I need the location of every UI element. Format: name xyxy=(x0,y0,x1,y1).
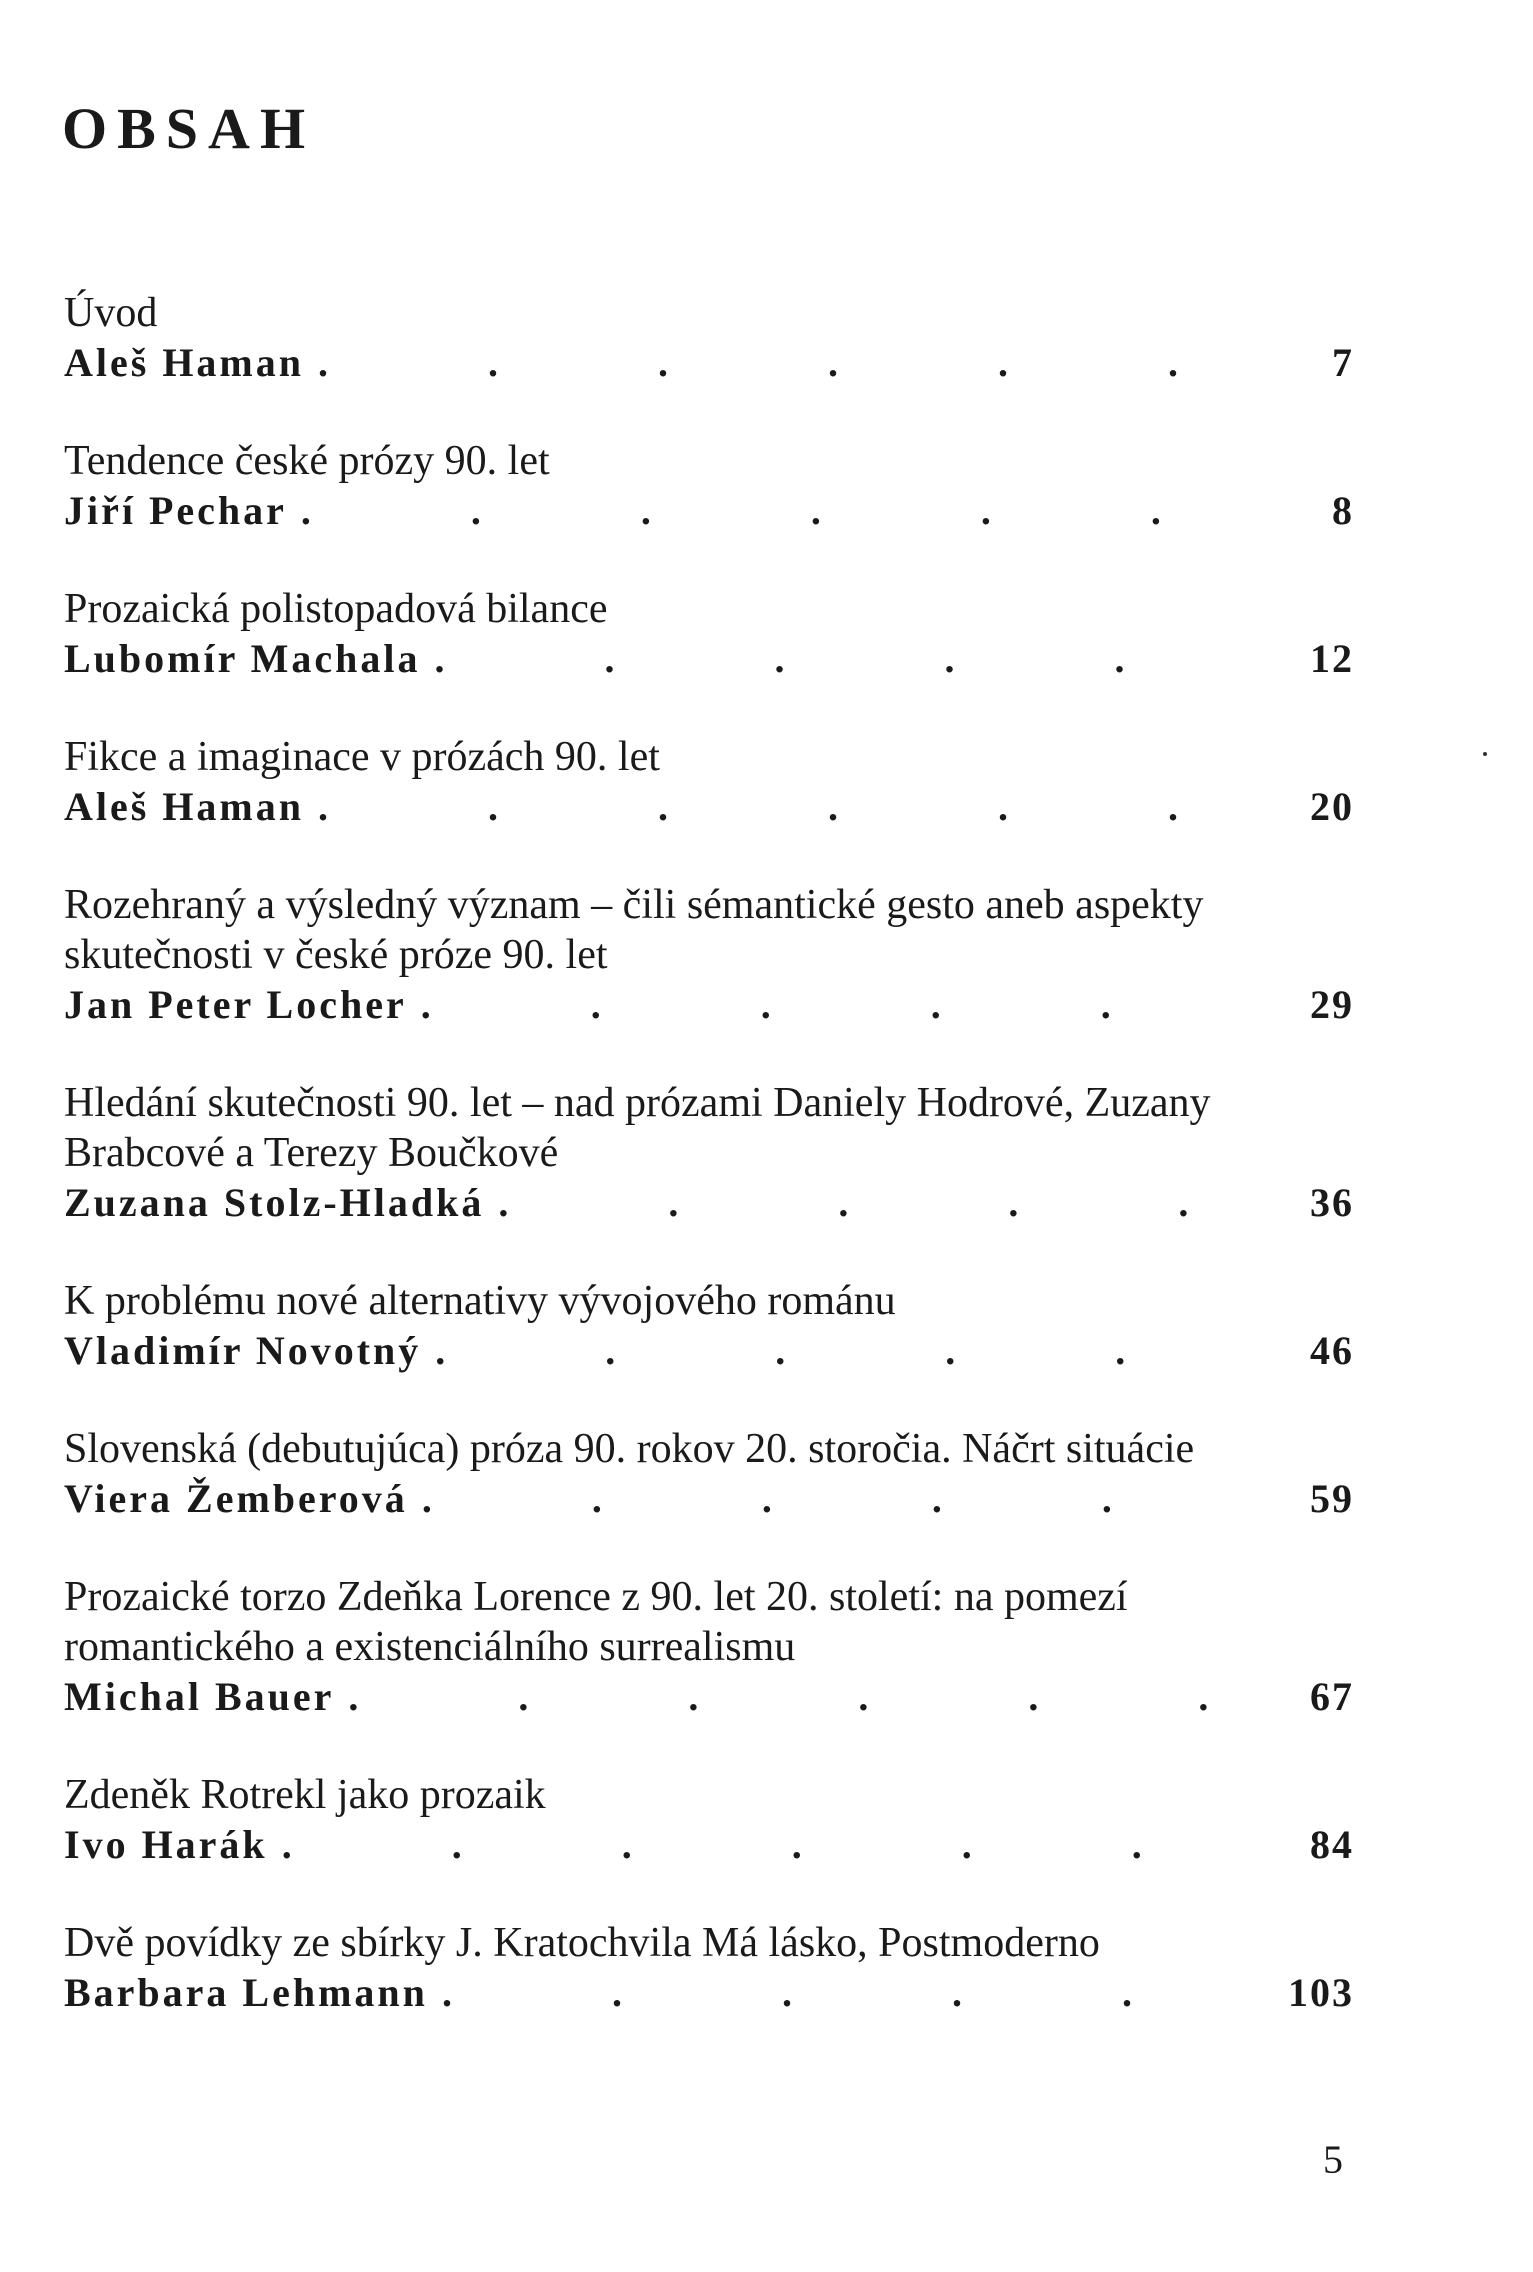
entry-page-number: 84 xyxy=(1310,1822,1354,1867)
entry-title: Slovenská (debutujúca) próza 90. rokov 20. storočia. Náčrt situácie xyxy=(64,1426,1195,1472)
table-of-contents xyxy=(64,288,1354,2018)
entry-page-number: 29 xyxy=(1310,982,1354,1027)
entry-title: Fikce a imaginace v prózách 90. let xyxy=(64,734,660,780)
entry-title: Úvod xyxy=(64,290,158,336)
entry-author: Zuzana Stolz-Hladká xyxy=(64,1180,485,1225)
toc-entry[interactable] xyxy=(64,1078,1354,1228)
dot-leader xyxy=(304,338,1266,388)
toc-entry[interactable] xyxy=(64,1424,1354,1524)
toc-entry[interactable] xyxy=(64,1276,1354,1376)
entry-page-number: 67 xyxy=(1310,1674,1354,1719)
page-heading: OBSAH xyxy=(62,96,316,161)
entry-author-line xyxy=(64,1820,1354,1870)
toc-entry[interactable] xyxy=(64,732,1354,832)
entry-page-number: 103 xyxy=(1288,1970,1354,2015)
entry-title: Prozaické torzo Zdeňka Lorence z 90. let 20. století: na pomezí romantického a existenciálního surrealismu xyxy=(64,1574,1128,1670)
entry-author-line xyxy=(64,1326,1354,1376)
entry-page-number: 8 xyxy=(1332,488,1354,533)
entry-author-line xyxy=(64,634,1354,684)
dot-leader xyxy=(268,1820,1266,1870)
dot-leader xyxy=(334,1672,1266,1722)
dot-leader xyxy=(287,486,1266,536)
toc-entry[interactable] xyxy=(64,436,1354,536)
entry-author: Lubomír Machala xyxy=(64,636,421,681)
entry-page-number: 36 xyxy=(1310,1180,1354,1225)
dot-leader xyxy=(407,980,1266,1030)
toc-entry[interactable] xyxy=(64,584,1354,684)
dot-leader xyxy=(408,1474,1266,1524)
entry-author-line xyxy=(64,338,1354,388)
entry-author-line xyxy=(64,782,1354,832)
entry-page-number: 46 xyxy=(1310,1328,1354,1373)
page-number: 5 xyxy=(1323,2137,1343,2182)
entry-title: Zdeněk Rotrekl jako prozaik xyxy=(64,1772,546,1818)
toc-entry[interactable] xyxy=(64,880,1354,1030)
toc-entry[interactable] xyxy=(64,1572,1354,1722)
entry-author: Ivo Harák xyxy=(64,1822,268,1867)
entry-title: Rozehraný a výsledný význam – čili sémantické gesto aneb aspekty skutečnosti v české próze 90. let xyxy=(64,882,1204,978)
entry-title: Hledání skutečnosti 90. let – nad prózami Daniely Hodrové, Zuzany Brabcové a Terezy Boučkové xyxy=(64,1080,1211,1176)
entry-title: Tendence české prózy 90. let xyxy=(64,438,550,484)
entry-author: Vladimír Novotný xyxy=(64,1328,422,1373)
dot-leader xyxy=(421,634,1266,684)
dot-leader xyxy=(484,1178,1266,1228)
entry-author: Michal Bauer xyxy=(64,1674,335,1719)
entry-page-number: 59 xyxy=(1310,1476,1354,1521)
dot-leader xyxy=(304,782,1266,832)
entry-page-number: 7 xyxy=(1332,340,1354,385)
entry-author: Aleš Haman xyxy=(64,340,304,385)
entry-title: K problému nové alternativy vývojového románu xyxy=(64,1278,896,1324)
toc-entry[interactable] xyxy=(64,288,1354,388)
entry-author-line xyxy=(64,1968,1354,2018)
toc-entry[interactable] xyxy=(64,1770,1354,1870)
entry-author: Jiří Pechar xyxy=(64,488,287,533)
entry-page-number: 12 xyxy=(1310,636,1354,681)
dot-leader xyxy=(428,1968,1266,2018)
entry-author-line xyxy=(64,980,1354,1030)
entry-author: Jan Peter Locher xyxy=(64,982,407,1027)
entry-author: Barbara Lehmann xyxy=(64,1970,428,2015)
entry-title: Dvě povídky ze sbírky J. Kratochvila Má lásko, Postmoderno xyxy=(64,1920,1100,1966)
entry-author: Viera Žemberová xyxy=(64,1476,408,1521)
entry-author-line xyxy=(64,486,1354,536)
entry-page-number: 20 xyxy=(1310,784,1354,829)
entry-author-line xyxy=(64,1474,1354,1524)
dot-leader xyxy=(421,1326,1266,1376)
entry-author-line xyxy=(64,1672,1354,1722)
entry-author-line xyxy=(64,1178,1354,1228)
entry-title: Prozaická polistopadová bilance xyxy=(64,586,608,632)
print-speck xyxy=(1483,752,1487,756)
toc-entry[interactable] xyxy=(64,1918,1354,2018)
entry-author: Aleš Haman xyxy=(64,784,304,829)
